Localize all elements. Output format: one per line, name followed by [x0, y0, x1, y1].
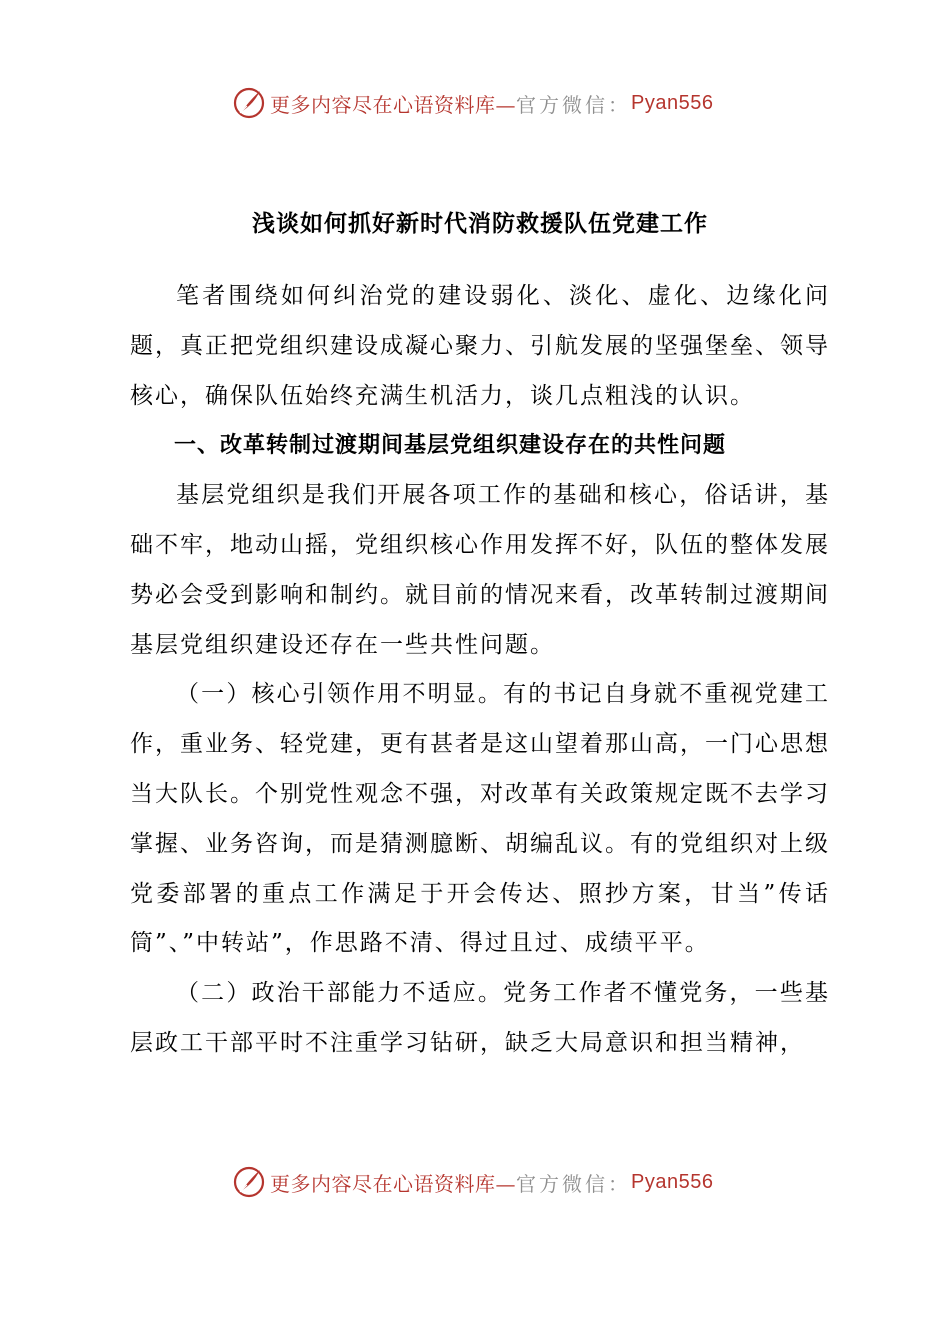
point-2-paragraph: （二）政治干部能力不适应。党务工作者不懂党务，一些基层政工干部平时不注重学习钻研，缺乏大局意识和担当精神， [130, 980, 830, 1056]
document-title: 浅谈如何抓好新时代消防救援队伍党建工作 [252, 210, 708, 237]
quill-logo-icon [232, 1165, 266, 1199]
header-banner-id: Pyan556 [631, 91, 714, 114]
section-1-heading: 一、改革转制过渡期间基层党组织建设存在的共性问题 [174, 432, 727, 459]
footer-watermark-banner [232, 1163, 713, 1201]
header-banner-label: 官方微信： [516, 92, 631, 117]
header-banner-main: 更多内容尽在心语资料库— [270, 92, 516, 117]
section-1-intro-paragraph: 基层党组织是我们开展各项工作的基础和核心，俗话讲，基础不牢，地动山摇，党组织核心作用发挥不好，队伍的整体发展势必会受到影响和制约。就目前的情况来看，改革转制过渡期间基层党组织建设还存在一些共性问题。 [130, 482, 830, 658]
footer-banner-id: Pyan556 [631, 1170, 714, 1193]
header-watermark-banner [232, 84, 713, 122]
document-body [130, 196, 830, 1069]
quill-logo-icon [232, 86, 266, 120]
point-1-paragraph: （一）核心引领作用不明显。有的书记自身就不重视党建工作，重业务、轻党建，更有甚者是这山望着那山高，一门心思想当大队长。个别党性观念不强，对改革有关政策规定既不去学习掌握、业务咨询，而是猜测臆断、胡编乱议。有的党组织对上级党委部署的重点工作满足于开会传达、照抄方案，甘当”传话筒”、”中转站”，作思路不清、得过且过、成绩平平。 [130, 681, 830, 957]
intro-paragraph: 笔者围绕如何纠治党的建设弱化、淡化、虚化、边缘化问题，真正把党组织建设成凝心聚力、引航发展的坚强堡垒、领导核心，确保队伍始终充满生机活力，谈几点粗浅的认识。 [130, 283, 830, 409]
footer-banner-main: 更多内容尽在心语资料库— [270, 1171, 516, 1196]
footer-banner-label: 官方微信： [516, 1171, 631, 1196]
